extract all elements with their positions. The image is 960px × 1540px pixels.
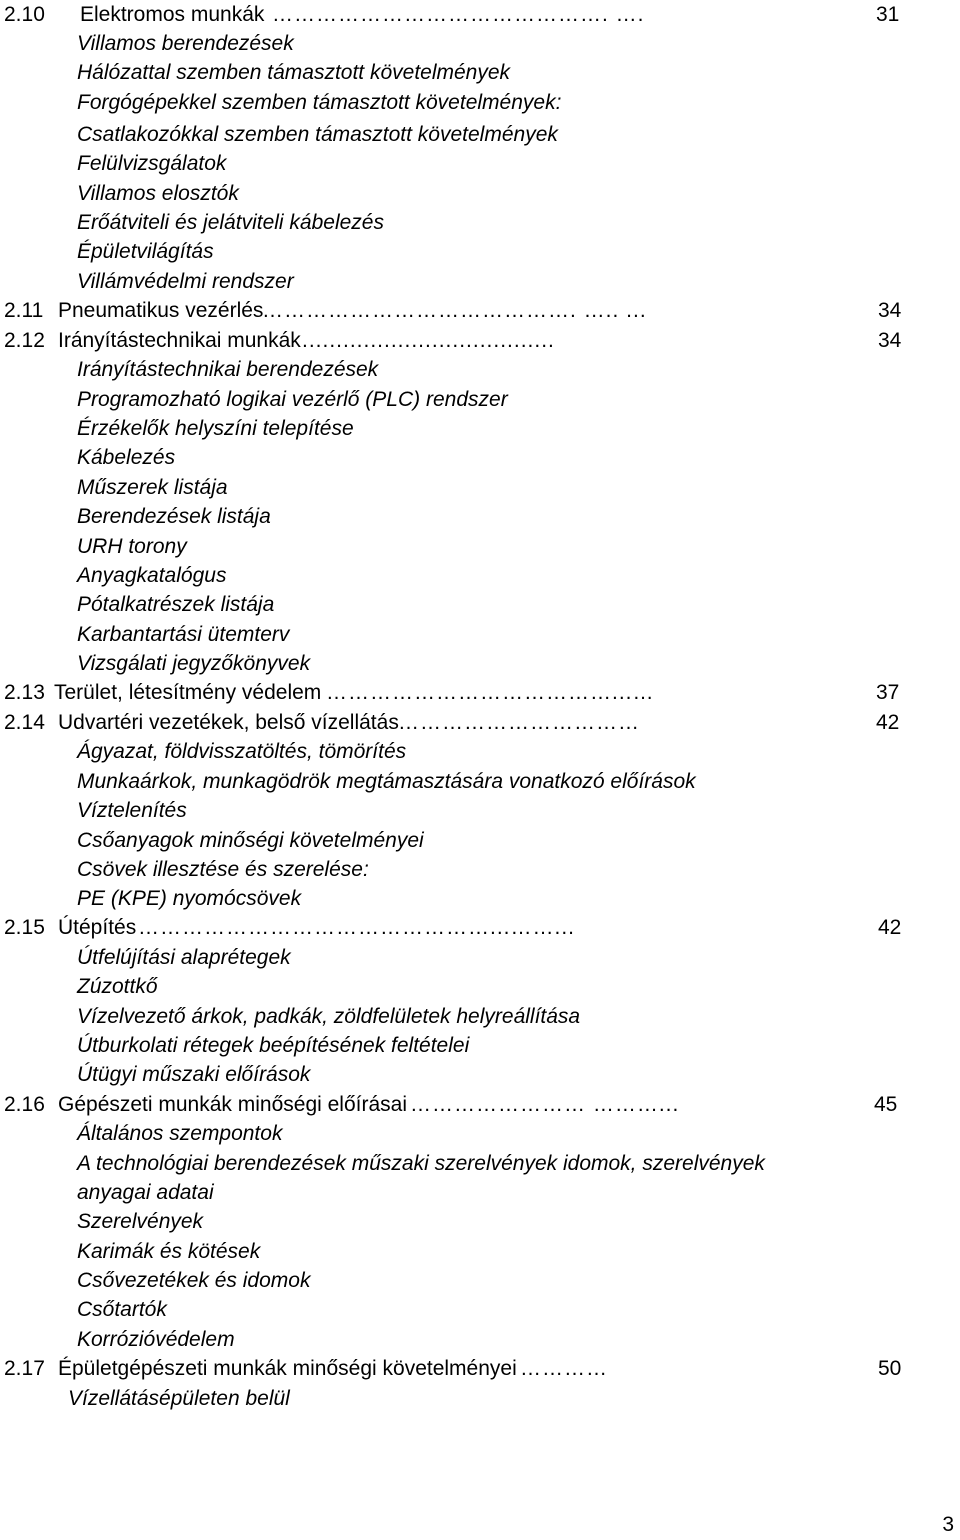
toc-item-label: Ágyazat, földvisszatöltés, tömörítés [77,740,407,763]
toc-item-label: Hálózattal szemben támasztott követelmények [77,61,511,84]
toc-item-label: Programozható logikai vezérlő (PLC) rendszer [77,388,508,411]
page-number: 50 [878,1357,902,1380]
toc-item-label: Víztelenítés [77,799,187,822]
toc-item[interactable] [0,149,960,178]
toc-item-label: Általános szempontok [77,1122,283,1145]
section-title: Terület, létesítmény védelem [54,681,322,704]
toc-section-2-12[interactable] [0,326,960,355]
section-title: Épületgépészeti munkák minőségi követelményei [58,1357,517,1380]
toc-section-2-14[interactable] [0,708,960,737]
toc-item-label: Berendezések listája [77,505,271,528]
page-number: 34 [878,329,902,352]
toc-item-label: Csatlakozókkal szemben támasztott követelmények [77,123,558,146]
toc-item[interactable] [0,385,960,414]
toc-item-label: Műszerek listája [77,476,228,499]
section-number: 2.11 [4,299,44,322]
dot-leader: …………………………………………...……... [138,916,576,939]
toc-item[interactable] [0,767,960,796]
page-number: 31 [876,3,900,26]
toc-item-label: Zúzottkő [77,975,158,998]
section-number: 2.13 [4,681,45,704]
toc-item-label: Anyagkatalógus [77,564,227,587]
toc-section-2-10[interactable] [0,0,960,29]
toc-item[interactable] [0,620,960,649]
toc-item-label: Villamos berendezések [77,32,294,55]
toc-item-label: Felülvizsgálatok [77,152,227,175]
section-number: 2.15 [4,916,45,939]
toc-item-label: Munkaárkok, munkagödrök megtámasztására vonatkozó előírások [77,770,696,793]
dot-leader: …………………………………...… [326,681,655,704]
toc-item[interactable] [0,884,960,913]
toc-item-label: Csövek illesztése és szerelése: [77,858,369,881]
toc-item-label: Karbantartási ütemterv [77,623,290,646]
toc-item-label: Karimák és kötések [77,1240,261,1263]
toc-item[interactable] [0,826,960,855]
dot-leader: …………………… ………... [410,1093,680,1116]
toc-item[interactable] [0,237,960,266]
toc-item[interactable] [0,590,960,619]
toc-item-label: Érzékelők helyszíni telepítése [77,417,354,440]
section-number: 2.17 [4,1357,45,1380]
toc-item[interactable] [0,502,960,531]
toc-item[interactable] [0,1060,960,1089]
toc-item[interactable] [0,972,960,1001]
toc-item-label: Forgógépekkel szemben támasztott követelmények: [77,91,562,114]
toc-section-2-16[interactable] [0,1090,960,1119]
toc-item[interactable] [0,443,960,472]
page-number: 34 [878,299,902,322]
toc-item-label: Kábelezés [77,446,176,469]
page-number: 45 [874,1093,898,1116]
dot-leader: …………………………… [398,711,640,734]
toc-item[interactable] [0,1295,960,1324]
toc-item[interactable] [0,796,960,825]
toc-item-label: A technológiai berendezések műszaki szerelvények idomok, szerelvények [77,1152,765,1175]
toc-item-label: Erőátviteli és jelátviteli kábelezés [77,211,384,234]
section-title: Irányítástechnikai munkák [58,329,301,352]
toc-item-label: anyagai adatai [77,1181,214,1204]
toc-item[interactable] [0,88,960,117]
toc-item-label: PE (KPE) nyomócsövek [77,887,302,910]
toc-item[interactable] [0,1002,960,1031]
toc-item-label: Vizsgálati jegyzőkönyvek [77,652,311,675]
toc-item-label: Útburkolati rétegek beépítésének feltételei [77,1034,470,1057]
dot-leader: ……………………………………. ….. ... [262,299,647,322]
toc-item-label: Korrózióvédelem [77,1328,235,1351]
toc-item-label: Csőtartók [77,1298,167,1321]
toc-item[interactable] [0,414,960,443]
section-number: 2.14 [4,711,45,734]
toc-item[interactable] [0,179,960,208]
toc-item[interactable] [0,855,960,884]
toc-item-label: Csőanyagok minőségi követelményei [77,829,424,852]
toc-section-2-15[interactable] [0,913,960,942]
toc-item[interactable] [0,943,960,972]
section-title: Pneumatikus vezérlés [58,299,264,322]
toc-item[interactable] [0,267,960,296]
toc-item-label: Irányítástechnikai berendezések [77,358,379,381]
page-number: 42 [876,711,900,734]
toc-item[interactable] [0,1325,960,1354]
toc-item-label: Vízelvezető árkok, padkák, zöldfelületek helyreállítása [77,1005,581,1028]
toc-item[interactable] [0,532,960,561]
toc-item[interactable] [0,737,960,766]
section-title: Elektromos munkák [80,3,265,26]
toc-item[interactable] [0,1384,960,1413]
toc-item[interactable] [0,1266,960,1295]
dot-leader: ………… [520,1357,608,1380]
toc-item[interactable] [0,355,960,384]
dot-leader: ..................................... [302,329,555,352]
dot-leader: ………………………………………. …. [272,3,645,26]
toc-item[interactable] [0,561,960,590]
toc-item-label: Villamos elosztók [77,182,239,205]
toc-item[interactable] [0,120,960,149]
toc-item[interactable] [0,1178,960,1207]
toc-item[interactable] [0,58,960,87]
section-number: 2.16 [4,1093,45,1116]
toc-item[interactable] [0,473,960,502]
section-title: Gépészeti munkák minőségi előírásai [58,1093,408,1116]
toc-item[interactable] [0,1149,960,1178]
footer-page-number: 3 [942,1513,954,1536]
toc-section-2-17[interactable] [0,1354,960,1383]
section-title: Udvartéri vezetékek, belső vízellátás [58,711,399,734]
toc-item[interactable] [0,1237,960,1266]
page-number: 42 [878,916,902,939]
toc-item[interactable] [0,208,960,237]
section-number: 2.10 [4,3,45,26]
toc-item[interactable] [0,649,960,678]
toc-item-label: Csővezetékek és idomok [77,1269,311,1292]
toc-item-label: URH torony [77,535,187,558]
toc-item-label: Útügyi műszaki előírások [77,1063,311,1086]
toc-section-2-11[interactable] [0,296,960,325]
toc-item[interactable] [0,1119,960,1148]
toc-item-label: Útfelújítási alaprétegek [77,946,291,969]
toc-item[interactable] [0,1207,960,1236]
toc-section-2-13[interactable] [0,678,960,707]
toc-item-label: Villámvédelmi rendszer [77,270,294,293]
section-title: Útépítés [58,916,137,939]
toc-item-label: Pótalkatrészek listája [77,593,275,616]
toc-item-label: Épületvilágítás [77,240,214,263]
toc-item-label: Szerelvények [77,1210,204,1233]
section-number: 2.12 [4,329,45,352]
toc-item[interactable] [0,1031,960,1060]
page-number: 37 [876,681,900,704]
toc-item-label: Vízellátásépületen belül [68,1387,290,1410]
toc-item[interactable] [0,29,960,58]
